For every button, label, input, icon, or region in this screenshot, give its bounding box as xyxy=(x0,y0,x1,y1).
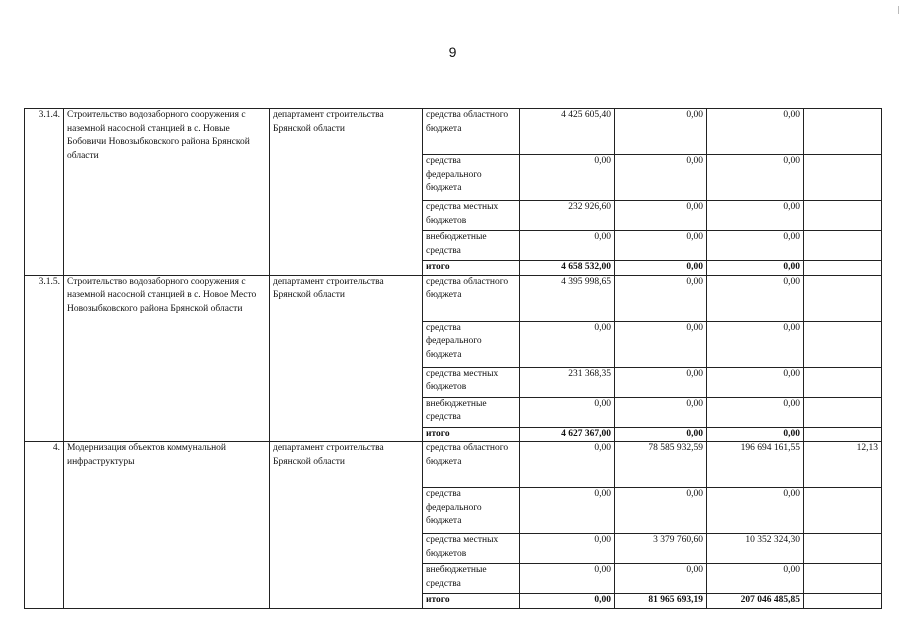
item-number: 3.1.4. xyxy=(25,109,64,276)
amount-v4 xyxy=(804,367,882,397)
item-title: Строительство водозаборного сооружения с наземной насосной станцией в с. Новые Бобовичи Новозыбковского района Брянской области xyxy=(64,109,270,276)
amount-v4 xyxy=(804,155,882,201)
budget-table xyxy=(24,108,882,609)
table-row xyxy=(25,275,882,321)
amount-v1: 4 395 998,65 xyxy=(520,275,615,321)
page-number: 9 xyxy=(448,44,457,60)
amount-v2: 0,00 xyxy=(615,427,707,442)
amount-v4 xyxy=(804,594,882,609)
amount-v4 xyxy=(804,488,882,534)
amount-v1: 232 926,60 xyxy=(520,201,615,231)
funding-source: средства местных бюджетов xyxy=(423,367,520,397)
item-executor: департамент строительства Брянской области xyxy=(270,442,423,609)
amount-v1: 0,00 xyxy=(520,442,615,488)
amount-v2: 0,00 xyxy=(615,155,707,201)
amount-v1: 4 425 605,40 xyxy=(520,109,615,155)
amount-v2: 0,00 xyxy=(615,275,707,321)
funding-source: внебюджетные средства xyxy=(423,231,520,261)
amount-v2: 0,00 xyxy=(615,201,707,231)
amount-v4 xyxy=(804,564,882,594)
amount-v2: 78 585 932,59 xyxy=(615,442,707,488)
amount-v4 xyxy=(804,231,882,261)
amount-v3: 207 046 485,85 xyxy=(707,594,804,609)
amount-v1: 4 658 532,00 xyxy=(520,261,615,276)
corner-mark xyxy=(898,6,899,14)
amount-v1: 0,00 xyxy=(520,231,615,261)
amount-v1: 0,00 xyxy=(520,594,615,609)
item-executor: департамент строительства Брянской области xyxy=(270,109,423,276)
funding-source: средства местных бюджетов xyxy=(423,534,520,564)
amount-v3: 196 694 161,55 xyxy=(707,442,804,488)
item-number: 3.1.5. xyxy=(25,275,64,442)
amount-v2: 81 965 693,19 xyxy=(615,594,707,609)
amount-v2: 3 379 760,60 xyxy=(615,534,707,564)
amount-v1: 0,00 xyxy=(520,564,615,594)
amount-v2: 0,00 xyxy=(615,488,707,534)
funding-source: средства областного бюджета xyxy=(423,109,520,155)
amount-v1: 4 627 367,00 xyxy=(520,427,615,442)
amount-v4: 12,13 xyxy=(804,442,882,488)
amount-v3: 0,00 xyxy=(707,109,804,155)
funding-source: средства областного бюджета xyxy=(423,275,520,321)
table-row xyxy=(25,109,882,155)
funding-source: итого xyxy=(423,261,520,276)
amount-v1: 0,00 xyxy=(520,534,615,564)
amount-v2: 0,00 xyxy=(615,397,707,427)
amount-v2: 0,00 xyxy=(615,367,707,397)
amount-v3: 0,00 xyxy=(707,397,804,427)
amount-v4 xyxy=(804,201,882,231)
amount-v3: 0,00 xyxy=(707,155,804,201)
amount-v2: 0,00 xyxy=(615,321,707,367)
amount-v2: 0,00 xyxy=(615,564,707,594)
table-row xyxy=(25,442,882,488)
item-executor: департамент строительства Брянской области xyxy=(270,275,423,442)
amount-v2: 0,00 xyxy=(615,261,707,276)
amount-v4 xyxy=(804,397,882,427)
amount-v4 xyxy=(804,275,882,321)
funding-source: средства федерального бюджета xyxy=(423,488,520,534)
amount-v3: 0,00 xyxy=(707,275,804,321)
amount-v1: 0,00 xyxy=(520,155,615,201)
funding-source: средства областного бюджета xyxy=(423,442,520,488)
funding-source: итого xyxy=(423,594,520,609)
funding-source: средства местных бюджетов xyxy=(423,201,520,231)
amount-v4 xyxy=(804,534,882,564)
amount-v3: 0,00 xyxy=(707,367,804,397)
amount-v2: 0,00 xyxy=(615,231,707,261)
amount-v4 xyxy=(804,427,882,442)
amount-v4 xyxy=(804,321,882,367)
amount-v1: 0,00 xyxy=(520,488,615,534)
funding-source: внебюджетные средства xyxy=(423,397,520,427)
funding-source: итого xyxy=(423,427,520,442)
item-title: Строительство водозаборного сооружения с наземной насосной станцией в с. Новое Место Новозыбковского района Брянской области xyxy=(64,275,270,442)
amount-v4 xyxy=(804,261,882,276)
amount-v3: 0,00 xyxy=(707,488,804,534)
amount-v1: 231 368,35 xyxy=(520,367,615,397)
funding-source: внебюджетные средства xyxy=(423,564,520,594)
amount-v3: 0,00 xyxy=(707,564,804,594)
funding-source: средства федерального бюджета xyxy=(423,321,520,367)
amount-v3: 0,00 xyxy=(707,231,804,261)
amount-v3: 0,00 xyxy=(707,427,804,442)
amount-v3: 0,00 xyxy=(707,201,804,231)
amount-v3: 10 352 324,30 xyxy=(707,534,804,564)
amount-v3: 0,00 xyxy=(707,261,804,276)
funding-source: средства федерального бюджета xyxy=(423,155,520,201)
amount-v4 xyxy=(804,109,882,155)
amount-v1: 0,00 xyxy=(520,321,615,367)
item-number: 4. xyxy=(25,442,64,609)
amount-v3: 0,00 xyxy=(707,321,804,367)
amount-v2: 0,00 xyxy=(615,109,707,155)
item-title: Модернизация объектов коммунальной инфраструктуры xyxy=(64,442,270,609)
amount-v1: 0,00 xyxy=(520,397,615,427)
